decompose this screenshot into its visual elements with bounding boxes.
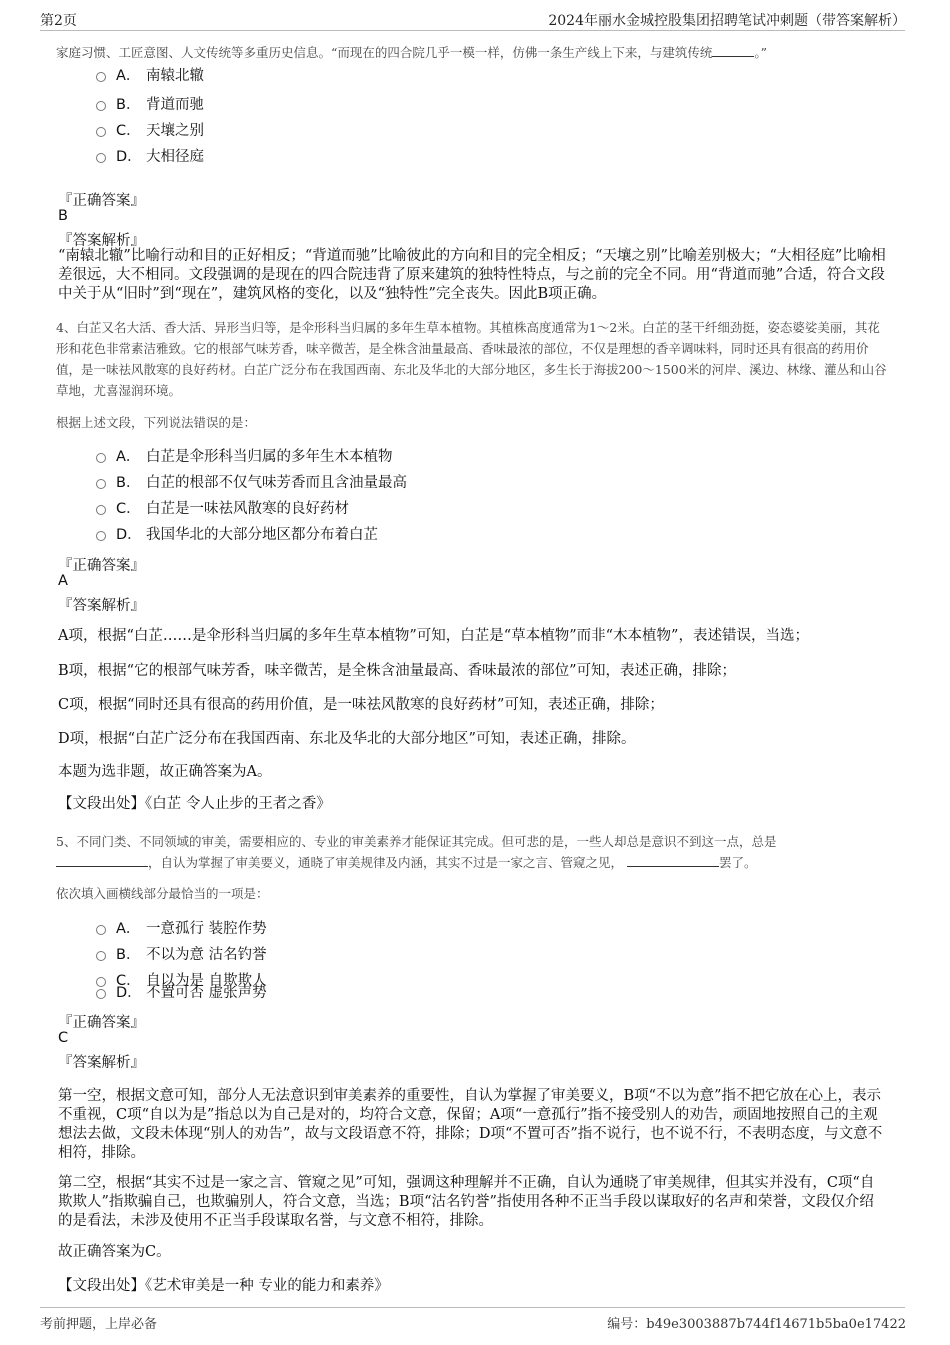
option-text: 大相径庭 — [146, 149, 204, 165]
q3-analysis: “南辕北辙”比喻行动和目的正好相反；“背道而驰”比喻彼此的方向和目的完全相反；“天壤之别”比喻差别极大；“大相径庭”比喻相差很远，大不相同。文段强调的是现在的四合院违背了原来建筑的独特性特点，与之前的完全不同。用“背道而驰”合适，符合文段中关于从“旧时”到“现在”，建筑风格的变化，以及“独特性”完全丧失。因此B项正确。 — [58, 248, 886, 302]
q4-answer: A — [58, 573, 68, 589]
option-text: 一意孤行 装腔作势 — [146, 921, 267, 937]
q4-analysis-a: A项，根据“白芷……是伞形科当归属的多年生草本植物”可知，白芷是“草本植物”而非“木本植物”，表述错误，当选； — [58, 628, 809, 644]
radio-icon[interactable] — [96, 989, 106, 999]
q3-analysis-label: 『答案解析』 — [58, 233, 145, 249]
q4-option-c[interactable] — [96, 499, 349, 519]
q4-analysis-d: D项，根据“白芷广泛分布在我国西南、东北及华北的大部分地区”可知，表述正确，排除。 — [58, 731, 636, 747]
q3-option-d[interactable] — [96, 147, 204, 167]
q5-answer-label: 『正确答案』 — [58, 1015, 145, 1031]
option-letter: D． — [116, 149, 142, 165]
q5-conclusion: 故正确答案为C。 — [58, 1244, 171, 1260]
q5-source: 【文段出处】《艺术审美是一种 专业的能力和素养》 — [58, 1278, 389, 1294]
q3-answer-label: 『正确答案』 — [58, 193, 145, 209]
q3-option-a[interactable] — [96, 66, 204, 86]
document-code: 编号：b49e3003887b744f14671b5ba0e17422 — [607, 1317, 906, 1332]
q5-analysis-2: 第二空，根据“其实不过是一家之言、管窥之见”可知，强调这种理解并不正确，自认为通晓了审美规律，但其实并没有，C项“自欺欺人”指欺骗自己，也欺骗别人，符合文意，当选；B项“沽名钓誉”指使用各种不正当手段以谋取好的名声和荣誉，文段仅介绍的是看法，未涉及使用不正当手段谋取名誉，与文意不相符，排除。 — [58, 1175, 875, 1229]
radio-icon[interactable] — [96, 453, 106, 463]
option-text: 我国华北的大部分地区都分布着白芷 — [146, 527, 378, 543]
option-letter: C． — [116, 501, 141, 517]
q3-blank — [712, 43, 754, 57]
option-text: 不以为意 沽名钓誉 — [146, 947, 267, 963]
option-letter: C． — [116, 973, 141, 989]
option-text: 不置可否 虚张声势 — [146, 985, 267, 1001]
q5-option-a[interactable] — [96, 919, 267, 939]
q5-analysis-1: 第一空，根据文意可知，部分人无法意识到审美素养的重要性，自认为掌握了审美要义，B项“不以为意”指不把它放在心上，表示不重视，C项“自以为是”指总以为自己是对的，均符合文意，保留；A项“一意孤行”指不接受别人的劝告，顽固地按照自己的主观想法去做，文段未体现“别人的劝告”，故与文段语意不符，排除；D项“不置可否”指不说行，也不说不行，不表明态度，与文意不相符，排除。 — [58, 1088, 883, 1161]
q5-analysis-label: 『答案解析』 — [58, 1055, 145, 1071]
q4-option-a[interactable] — [96, 447, 393, 467]
option-letter: D． — [116, 527, 142, 543]
q5-option-d[interactable] — [96, 983, 267, 1003]
option-text: 自以为是 自欺欺人 — [146, 973, 267, 989]
q5-answer: C — [58, 1030, 69, 1046]
option-text: 白芷是伞形科当归属的多年生木本植物 — [146, 449, 393, 465]
footer-slogan: 考前押题，上岸必备 — [40, 1317, 158, 1332]
footer-divider — [40, 1307, 905, 1308]
option-letter: B． — [116, 947, 141, 963]
q4-answer-label: 『正确答案』 — [58, 558, 145, 574]
radio-icon[interactable] — [96, 127, 106, 137]
q5-passage-text: 5、不同门类、不同领域的审美，需要相应的、专业的审美素养才能保证其完成。但可悲的是，一些人却总是意识不到这一点，总是 — [56, 834, 777, 849]
q5-blank-1 — [56, 853, 148, 867]
radio-icon[interactable] — [96, 531, 106, 541]
q3-answer: B — [58, 208, 68, 224]
q5-passage — [56, 831, 906, 873]
q5-passage-end: 罢了。 — [719, 855, 757, 870]
q4-question: 根据上述文段，下列说法错误的是： — [56, 415, 257, 430]
q4-source: 【文段出处】《白芷 令人止步的王者之香》 — [58, 796, 331, 812]
radio-icon[interactable] — [96, 153, 106, 163]
option-text: 南辕北辙 — [146, 68, 204, 84]
q3-option-b[interactable] — [96, 95, 204, 115]
option-text: 天壤之别 — [146, 123, 204, 139]
option-letter: D． — [116, 985, 142, 1001]
document-title: 2024年丽水金城控股集团招聘笔试冲刺题（带答案解析） — [548, 13, 906, 29]
radio-icon[interactable] — [96, 101, 106, 111]
q4-option-b[interactable] — [96, 473, 407, 493]
header-divider — [40, 30, 905, 31]
q4-analysis-c: C项，根据“同时还具有很高的药用价值，是一味祛风散寒的良好药材”可知，表述正确，排除； — [58, 697, 664, 713]
option-letter: A． — [116, 921, 141, 937]
radio-icon[interactable] — [96, 951, 106, 961]
q4-analysis-b: B项，根据“它的根部气味芳香，味辛微苦，是全株含油量最高、香味最浓的部位”可知，表述正确，排除； — [58, 663, 736, 679]
option-text: 背道而驰 — [146, 97, 204, 113]
option-text: 白芷是一味祛风散寒的良好药材 — [146, 501, 349, 517]
q4-passage: 4、白芷又名大活、香大活、异形当归等，是伞形科当归属的多年生草本植物。其植株高度通常为1～2米。白芷的茎干纤细劲挺，姿态婆娑美丽，其花形和花色非常素洁雅致。它的根部气味芳香，味辛微苦，是全株含油量最高、香味最浓的部位，不仅是理想的香辛调味料，同时还具有很高的药用价值，是一味祛风散寒的良好药材。白芷广泛分布在我国西南、东北及华北的大部分地区，多生长于海拔200～1500米的河岸、溪边、林缘、灌丛和山谷草地，尤喜湿润环境。 — [56, 320, 887, 398]
radio-icon[interactable] — [96, 505, 106, 515]
q5-option-b[interactable] — [96, 945, 267, 965]
radio-icon[interactable] — [96, 479, 106, 489]
option-letter: C． — [116, 123, 141, 139]
q3-passage-tail — [56, 42, 916, 63]
option-letter: B． — [116, 475, 141, 491]
q4-option-d[interactable] — [96, 525, 378, 545]
option-letter: A． — [116, 68, 141, 84]
radio-icon[interactable] — [96, 72, 106, 82]
option-text: 白芷的根部不仅气味芳香而且含油量最高 — [146, 475, 407, 491]
page-number: 第2页 — [40, 13, 77, 29]
q5-blank-2 — [627, 853, 719, 867]
option-letter: A． — [116, 449, 141, 465]
q4-analysis-label: 『答案解析』 — [58, 598, 145, 614]
q3-option-c[interactable] — [96, 121, 204, 141]
q3-passage-end: 。” — [754, 45, 768, 60]
q5-question: 依次填入画横线部分最恰当的一项是： — [56, 886, 269, 901]
q5-passage-middle: ，自认为掌握了审美要义，通晓了审美规律及内涵，其实不过是一家之言、管窥之见， — [148, 855, 624, 870]
radio-icon[interactable] — [96, 925, 106, 935]
q4-conclusion: 本题为选非题，故正确答案为A。 — [58, 764, 272, 780]
option-letter: B． — [116, 97, 141, 113]
q3-passage-text: 家庭习惯、工匠意图、人文传统等多重历史信息。“而现在的四合院几乎一模一样，仿佛一条生产线上下来，与建筑传统 — [56, 45, 713, 60]
